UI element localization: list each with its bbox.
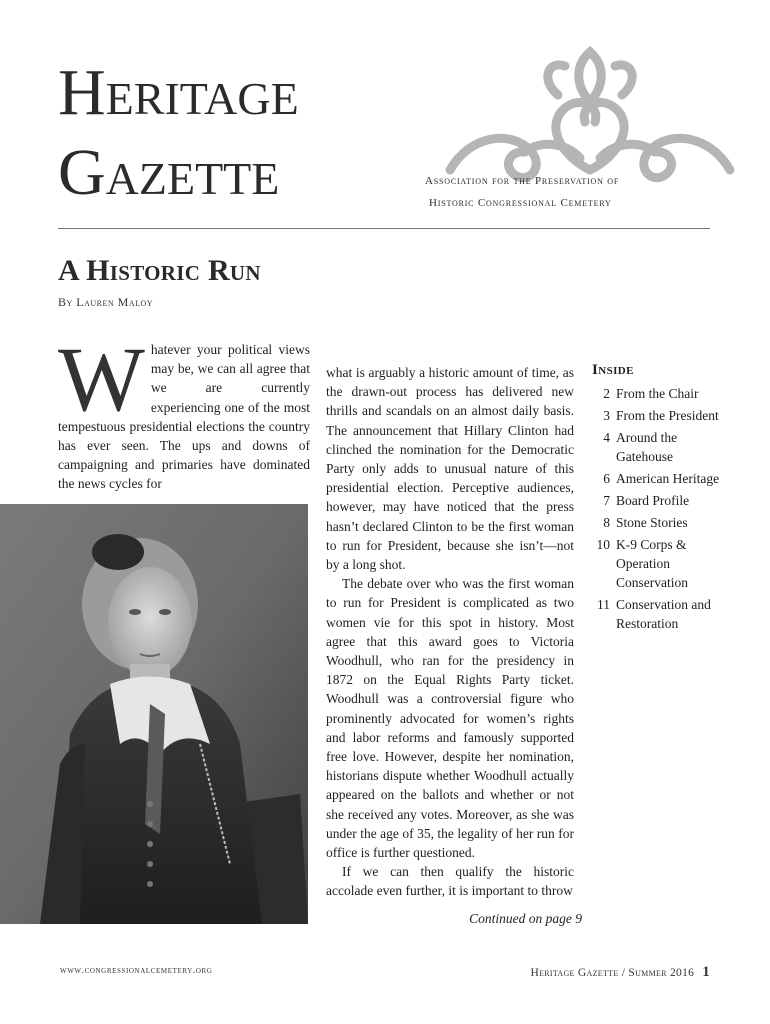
column-2-paragraph-2: The debate over who was the first woman to run for President is complicated as two women vie for this spot in history. Most agree that this award goes to Victoria Woodhull, who ran for the presidency in 1872 on the Equal Rights Party ticket. Woodhull was a controversial figure who prominently advocated for women’s rights and labor reforms and famously supported free love. However, despite her nomination, historians dispute whether Woodhull actually appeared on the ballots and whether or not she received any votes. Moreover, as she was under the age of 35, the legality of her run for office is further questioned. bbox=[326, 576, 574, 861]
toc-item[interactable] bbox=[584, 535, 724, 592]
masthead-title-line2: Gazette bbox=[58, 136, 280, 209]
article-byline: By Lauren Maloy bbox=[58, 295, 154, 309]
toc-item[interactable] bbox=[584, 384, 724, 403]
toc-page-number: 8 bbox=[603, 515, 610, 530]
association-line1: Association for the Preservation of bbox=[425, 175, 620, 187]
toc-label: K-9 Corps & Operation Conservation bbox=[616, 537, 688, 590]
continued-link[interactable]: Continued on page 9 bbox=[469, 911, 582, 926]
toc-item[interactable] bbox=[584, 428, 724, 466]
victoria-woodhull-portrait bbox=[0, 504, 308, 924]
article-column-2 bbox=[326, 363, 574, 901]
article-column-1 bbox=[58, 328, 310, 494]
toc-label: Conservation and Restoration bbox=[616, 597, 711, 631]
toc-item[interactable] bbox=[584, 491, 724, 510]
masthead-rule bbox=[58, 228, 710, 229]
article-headline: A Historic Run bbox=[58, 254, 261, 287]
toc-page-number: 6 bbox=[603, 471, 610, 486]
toc-page-number: 10 bbox=[596, 537, 610, 552]
toc-label: Around the Gatehouse bbox=[616, 430, 678, 464]
toc-page-number: 4 bbox=[603, 430, 610, 445]
toc-label: Stone Stories bbox=[616, 515, 688, 530]
toc-item[interactable] bbox=[584, 406, 724, 425]
inside-heading: Inside bbox=[592, 362, 634, 378]
toc-page-number: 3 bbox=[603, 408, 610, 423]
footer-issue bbox=[470, 964, 710, 981]
scroll-ornament-icon bbox=[440, 40, 740, 190]
column-2-paragraph-1: what is arguably a historic amount of time, as the drawn-out process has delivered new thrills and scandals on an almost daily basis. The announcement that Hillary Clinton had clinched the nomination for the Democratic Party only adds to unusual nature of this presidential election. Perceptive audiences, however, may have noticed that the press hasn’t declared Clinton to be the first woman to run for President, because she isn’t—not by a long shot. bbox=[326, 365, 574, 573]
association-line2: Historic Congressional Cemetery bbox=[429, 197, 612, 209]
column-2-paragraph-3: If we can then qualify the historic accolade even further, it is important to throw bbox=[326, 864, 574, 899]
toc-item[interactable] bbox=[584, 513, 724, 532]
toc-label: American Heritage bbox=[616, 471, 720, 486]
drop-cap: W bbox=[58, 328, 145, 430]
toc-item[interactable] bbox=[584, 469, 724, 488]
masthead-title-line1: Heritage bbox=[58, 56, 299, 129]
toc-label: From the Chair bbox=[616, 386, 699, 401]
toc-label: Board Profile bbox=[616, 493, 690, 508]
association-name bbox=[425, 170, 619, 214]
footer-issue-label: Heritage Gazette / Summer 2016 bbox=[530, 967, 695, 979]
toc-page-number: 2 bbox=[603, 386, 610, 401]
footer-page-number: 1 bbox=[702, 964, 710, 980]
inside-table-of-contents bbox=[584, 384, 724, 636]
toc-label: From the President bbox=[616, 408, 719, 423]
toc-page-number: 7 bbox=[603, 493, 610, 508]
toc-item[interactable] bbox=[584, 595, 724, 633]
footer-website[interactable]: www.congressionalcemetery.org bbox=[60, 966, 213, 976]
column-1-text: hatever your political views may be, we can all agree that we are currently experiencing one of the most tempestuous presidential elections the country has ever seen. The ups and downs of campaigning and primaries have dominated the news cycles for bbox=[58, 342, 310, 492]
toc-page-number: 11 bbox=[597, 597, 610, 612]
